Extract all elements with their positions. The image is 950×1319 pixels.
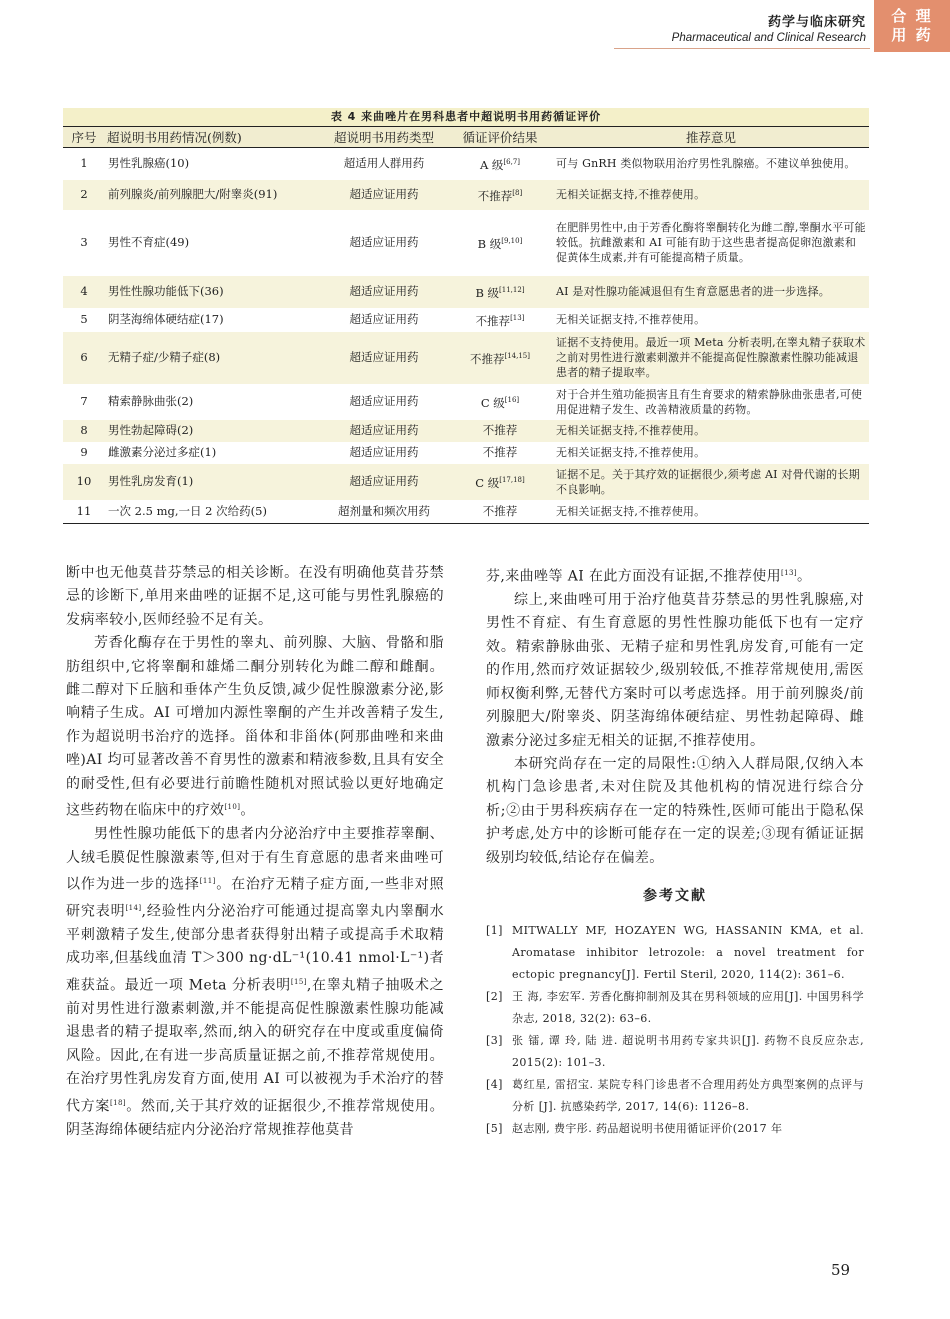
cell-grade bbox=[447, 180, 553, 210]
cell-grade bbox=[447, 308, 553, 332]
cell-no: 1 bbox=[80, 156, 88, 171]
cell-rec: 无相关证据支持,不推荐使用。 bbox=[556, 313, 706, 326]
cell-rec: 可与 GnRH 类似物联用治疗男性乳腺癌。不建议单独使用。 bbox=[556, 157, 856, 171]
reference-item bbox=[486, 1118, 864, 1140]
grade-text: C 级 bbox=[475, 475, 500, 490]
cell-grade bbox=[447, 464, 553, 500]
grade-text: C 级 bbox=[480, 395, 505, 410]
reference-text: MITWALLY MF, HOZAYEN WG, HASSANIN KMA, et al. Aromatase inhibitor letrozole: a novel treatment for ectopic pregnancy[J]. Fertil Steril, 2020, 114(2): 361–6. bbox=[512, 924, 864, 982]
paragraph: 综上,来曲唑可用于治疗他莫昔芬禁忌的男性乳腺癌,对男性不育症、有生育意愿的男性性腺功能低下也有一定疗效。精索静脉曲张、无精子症和男性乳房发育,可能有一定的作用,然而疗效证据较少,级别较低,不推荐常规使用,需医师权衡利弊,无替代方案时可以考虑选择。用于前列腺炎/前列腺肥大/附睾炎、阴茎海绵体硬结症、男性勃起障碍、雌激素分泌过多症无相关的证据,不推荐使用。 bbox=[486, 592, 864, 749]
paragraph-text: 。然而,关于其疗效的证据很少,不推荐常规使用。阴茎海绵体硬结症内分泌治疗常规推荐他莫昔 bbox=[66, 1098, 444, 1138]
reference-number: [5] bbox=[486, 1122, 503, 1136]
reference-number: [2] bbox=[486, 990, 503, 1004]
cell-type: 超适应证用药 bbox=[321, 420, 447, 442]
grade-text: 不推荐 bbox=[482, 423, 518, 437]
cell-grade bbox=[447, 210, 553, 276]
cell-type: 超适应证用药 bbox=[349, 445, 419, 459]
section-logo-line2: 用 药 bbox=[891, 26, 933, 44]
paragraph bbox=[66, 632, 444, 823]
table-row bbox=[63, 180, 869, 210]
grade-ref: [13] bbox=[510, 313, 525, 322]
header-rule bbox=[614, 48, 870, 49]
body-column-left bbox=[66, 562, 444, 1142]
paragraph-text: ,在睾丸精子抽吸术之前对男性进行激素刺激,并不能提高促性腺激素性腺功能减退患者的精子提取率,然而,纳入的研究存在中度或重度偏倚风险。因此,在有进一步高质量证据之前,不推荐常规使用。在治疗男性乳房发育方面,使用 AI 可以被视为手术治疗的替代方案 bbox=[66, 977, 444, 1115]
grade-ref: [6,7] bbox=[503, 157, 521, 166]
cell-case: 无精子症/少精子症(8) bbox=[105, 332, 321, 384]
citation: [13] bbox=[781, 569, 798, 577]
cell-no: 8 bbox=[63, 420, 105, 442]
grade-ref: [16] bbox=[504, 395, 520, 404]
cell-no: 4 bbox=[63, 276, 105, 308]
cell-no: 7 bbox=[80, 394, 88, 408]
cell-rec: 对于合并生殖功能损害且有生育要求的精索静脉曲张患者,可使用促进精子发生、改善精液质量的药物。 bbox=[556, 387, 863, 416]
cell-grade bbox=[447, 442, 553, 464]
reference-item bbox=[486, 920, 864, 986]
cell-type: 超剂量和频次用药 bbox=[321, 500, 447, 524]
table-row bbox=[63, 384, 869, 420]
body-column-right bbox=[486, 562, 864, 1140]
citation: [11] bbox=[199, 876, 216, 885]
reference-item bbox=[486, 1074, 864, 1118]
paragraph-text: 芳香化酶存在于男性的睾丸、前列腺、大脑、骨骼和脂肪组织中,它将睾酮和雄烯二酮分别转化为雌二醇和雌酮。雌二醇对下丘脑和垂体产生负反馈,减少促性腺激素分泌,影响精子生成。AI 可增加内源性睾酮的产生并改善精子发生,作为超说明书治疗的选择。甾体和非甾体(阿那曲唑和来曲唑)AI 均可显著改善不育男性的激素和精液参数,且具有安全的耐受性,但有必要进行前瞻性随机对照试验以更好地确定这些药物在临床中的疗效 bbox=[66, 635, 444, 819]
cell-case: 男性乳房发育(1) bbox=[105, 464, 321, 500]
reference-item bbox=[486, 1030, 864, 1074]
grade-ref: [8] bbox=[512, 188, 523, 197]
col-header-type: 超说明书用药类型 bbox=[321, 127, 447, 148]
table-body bbox=[63, 148, 869, 524]
reference-number: [4] bbox=[486, 1078, 503, 1092]
section-logo-line1: 合 理 bbox=[891, 7, 933, 25]
table-row bbox=[63, 500, 869, 524]
reference-number: [1] bbox=[486, 924, 503, 938]
cell-no: 10 bbox=[63, 464, 105, 500]
col-header-rec: 推荐意见 bbox=[553, 127, 869, 148]
citation: [14] bbox=[125, 904, 142, 912]
page-number: 59 bbox=[831, 1261, 851, 1279]
cell-type: 超适应证用药 bbox=[321, 332, 447, 384]
cell-grade bbox=[447, 500, 553, 524]
cell-case: 男性乳腺癌(10) bbox=[108, 156, 190, 171]
paragraph: 断中也无他莫昔芬禁忌的相关诊断。在没有明确他莫昔芬禁忌的诊断下,单用来曲唑的证据不足,这可能与男性乳腺癌的发病率较小,医师经验不足有关。 bbox=[66, 565, 444, 628]
paragraph-text: 。 bbox=[797, 568, 812, 585]
paragraph bbox=[486, 562, 864, 589]
table-header-row bbox=[63, 127, 869, 148]
cell-type: 超适应证用药 bbox=[349, 312, 419, 326]
reference-text: 赵志刚, 费宇彤. 药品超说明书使用循证评价(2017 年 bbox=[512, 1122, 783, 1136]
evidence-table bbox=[63, 108, 869, 524]
cell-case: 精索静脉曲张(2) bbox=[108, 394, 194, 408]
cell-case: 男性不育症(49) bbox=[108, 235, 190, 249]
cell-type: 超适用人群用药 bbox=[343, 156, 425, 171]
cell-case: 雌激素分泌过多症(1) bbox=[108, 445, 217, 459]
cell-grade bbox=[447, 276, 553, 308]
journal-title-cn: 药学与临床研究 bbox=[767, 15, 866, 30]
citation: [15] bbox=[290, 977, 307, 986]
cell-case: 一次 2.5 mg,一日 2 次给药(5) bbox=[105, 500, 321, 524]
cell-case: 男性性腺功能低下(36) bbox=[105, 276, 321, 308]
grade-text: 不推荐 bbox=[477, 188, 513, 203]
citation: [18] bbox=[109, 1098, 126, 1107]
reference-item bbox=[486, 986, 864, 1030]
cell-rec: 无相关证据支持,不推荐使用。 bbox=[556, 446, 706, 459]
col-header-case: 超说明书用药情况(例数) bbox=[105, 127, 321, 148]
cell-type: 超适应证用药 bbox=[349, 235, 419, 249]
cell-rec: 在肥胖男性中,由于芳香化酶将睾酮转化为雌二醇,睾酮水平可能较低。抗雌激素和 AI 可能有助于这些患者提高促卵泡激素和促黄体生成素,并有可能提高精子质量。 bbox=[556, 221, 866, 264]
table-row bbox=[63, 442, 869, 464]
cell-grade bbox=[447, 332, 553, 384]
cell-rec: 无相关证据支持,不推荐使用。 bbox=[553, 420, 869, 442]
grade-text: B 级 bbox=[475, 285, 500, 300]
cell-no: 9 bbox=[80, 445, 88, 459]
grade-ref: [9,10] bbox=[501, 236, 523, 245]
reference-text: 葛红星, 雷招宝. 某院专科门诊患者不合理用药处方典型案例的点评与分析 [J]. 抗感染药学, 2017, 14(6): 1126–8. bbox=[512, 1078, 864, 1114]
references-heading: 参考文献 bbox=[643, 887, 707, 904]
col-header-grade: 循证评价结果 bbox=[447, 127, 553, 148]
table-row bbox=[63, 464, 869, 500]
reference-number: [3] bbox=[486, 1034, 503, 1048]
journal-title-en: Pharmaceutical and Clinical Research bbox=[671, 32, 866, 44]
cell-type: 超适应证用药 bbox=[321, 276, 447, 308]
reference-text: 王 海, 李宏军. 芳香化酶抑制剂及其在男科领域的应用[J]. 中国男科学杂志, 2018, 32(2): 63–6. bbox=[512, 990, 864, 1026]
cell-rec: 无相关证据支持,不推荐使用。 bbox=[553, 500, 869, 524]
cell-no: 5 bbox=[80, 312, 88, 326]
paragraph-text: 。在治疗无精子症方面,一些非对照研究表明 bbox=[66, 876, 444, 920]
cell-case: 阴茎海绵体硬结症(17) bbox=[108, 312, 224, 326]
paragraph-text: 芬,来曲唑等 AI 在此方面没有证据,不推荐使用 bbox=[486, 568, 782, 585]
table bbox=[63, 126, 869, 524]
table-row bbox=[63, 332, 869, 384]
cell-grade bbox=[447, 148, 553, 180]
section-logo bbox=[874, 0, 950, 52]
col-header-no: 序号 bbox=[63, 127, 105, 148]
citation: [10] bbox=[224, 803, 241, 812]
grade-text: 不推荐 bbox=[482, 445, 518, 459]
grade-ref: [14,15] bbox=[504, 351, 530, 360]
cell-grade bbox=[447, 420, 553, 442]
cell-type: 超适应证用药 bbox=[321, 180, 447, 210]
cell-case: 前列腺炎/前列腺肥大/附睾炎(91) bbox=[105, 180, 321, 210]
cell-rec: 无相关证据支持,不推荐使用。 bbox=[553, 180, 869, 210]
table-caption: 表 4 来曲唑片在男科患者中超说明书用药循证评价 bbox=[63, 108, 869, 126]
grade-text: 不推荐 bbox=[475, 313, 511, 328]
paragraph-text: 。 bbox=[240, 802, 255, 819]
table-row bbox=[63, 210, 869, 276]
cell-no: 3 bbox=[80, 235, 88, 249]
paragraph-text: 男性性腺功能低下的患者内分泌治疗中主要推荐睾酮、人绒毛膜促性腺激素等,但对于有生育意愿的患者来曲唑可以作为进一步的选择 bbox=[66, 826, 444, 893]
cell-no: 6 bbox=[63, 332, 105, 384]
grade-text: A 级 bbox=[479, 157, 504, 172]
paragraph-text: ,经验性内分泌治疗可能通过提高睾丸内睾酮水平刺激精子发生,使部分患者获得射出精子或提高手术取精成功率,但基线血清 T＞300 ng·dL⁻¹(10.41 nmol·L⁻¹)者难获益。最近一项 Meta 分析表明 bbox=[66, 903, 444, 994]
grade-text: B 级 bbox=[477, 236, 502, 251]
table-row bbox=[63, 308, 869, 332]
table-row bbox=[63, 148, 869, 180]
cell-grade bbox=[447, 384, 553, 420]
cell-type: 超适应证用药 bbox=[349, 394, 419, 408]
reference-list bbox=[486, 920, 864, 1140]
cell-no: 2 bbox=[63, 180, 105, 210]
grade-ref: [11,12] bbox=[499, 285, 525, 294]
grade-ref: [17,18] bbox=[499, 475, 525, 484]
grade-text: 不推荐 bbox=[469, 351, 505, 366]
cell-rec: 证据不足。关于其疗效的证据很少,须考虑 AI 对骨代谢的长期不良影响。 bbox=[553, 464, 869, 500]
reference-text: 张 镭, 谭 玲, 陆 进. 超说明书用药专家共识[J]. 药物不良反应杂志, 2015(2): 101–3. bbox=[512, 1034, 864, 1070]
table-row bbox=[63, 276, 869, 308]
cell-type: 超适应证用药 bbox=[321, 464, 447, 500]
cell-no: 11 bbox=[63, 500, 105, 524]
table-row bbox=[63, 420, 869, 442]
grade-text: 不推荐 bbox=[482, 503, 518, 518]
paragraph bbox=[66, 823, 444, 1142]
cell-case: 男性勃起障碍(2) bbox=[105, 420, 321, 442]
cell-rec: AI 是对性腺功能减退但有生育意愿患者的进一步选择。 bbox=[553, 276, 869, 308]
cell-rec: 证据不支持使用。最近一项 Meta 分析表明,在睾丸精子获取术之前对男性进行激素刺激并不能提高促性腺激素性腺功能减退患者的精子提取率。 bbox=[553, 332, 869, 384]
paragraph: 本研究尚存在一定的局限性:①纳入人群局限,仅纳入本机构门急诊患者,未对住院及其他机构的情况进行综合分析;②由于男科疾病存在一定的特殊性,医师可能出于隐私保护考虑,处方中的诊断可能存在一定的误差;③现有循证证据级别均较低,结论存在偏差。 bbox=[486, 755, 864, 866]
